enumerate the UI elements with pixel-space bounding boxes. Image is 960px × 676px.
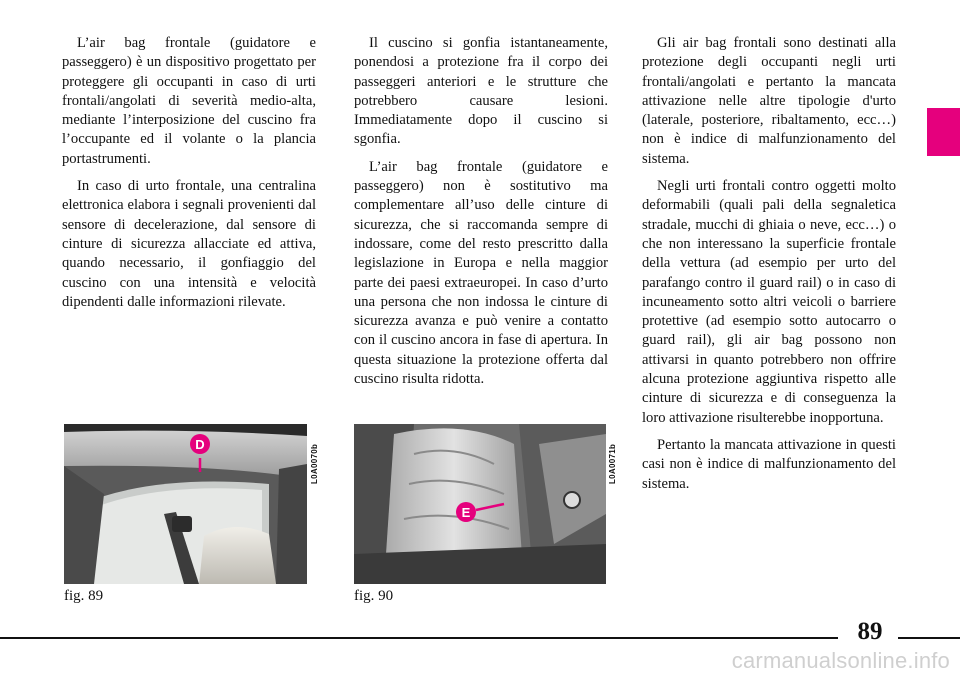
text-column-2 — [354, 34, 608, 397]
text-column-1 — [62, 34, 316, 320]
text-column-3 — [642, 34, 896, 502]
paragraph: L’air bag frontale (guidatore e passeggero) non è sostitutivo ma complementare all’uso delle cinture di sicurezza, che si raccomanda sempre di indossare, come del resto prescritto dalla legislazione in Europa e nella maggior parte dei paesi extraeuropei. In caso d’urto una persona che non indossa le cinture di sicurezza avanza e può venire a contatto con il cuscino ancora in fase di apertura. In questa situazione la protezione offerta dal cuscino risulta ridotta. — [354, 158, 608, 388]
paragraph: In caso di urto frontale, una centralina elettronica elabora i segnali provenienti dal sensore di decelerazione, dal sensore di cinture di sicurezza allacciate ed attiva, quando necessario, il gonfiaggio del cuscino con una intensità e velocità dipendenti dalle informazioni rilevate. — [62, 178, 316, 310]
figure-89-photo — [64, 424, 307, 584]
paragraph: Gli air bag frontali sono destinati alla protezione degli occupanti negli urti frontali/angolati e pertanto la mancata attivazione nelle altre tipologie d'urto (laterale, posteriore, ribaltamento, ecc…) non è indice di malfunzionamento del sistema. — [642, 35, 896, 167]
marker-d-label: D — [195, 437, 205, 452]
footer-rule — [898, 637, 960, 639]
paragraph: L’air bag frontale (guidatore e passeggero) è un dispositivo progettato per proteggere gli occupanti in caso di urti frontali/angolati di severità medio-alta, mediante l’interposizione del cuscino fra l’occupante ed il volante o la plancia portastrumenti. — [62, 35, 316, 167]
car-seat-photo — [354, 424, 606, 584]
figure-89-caption: fig. 89 — [64, 588, 104, 604]
paragraph: Pertanto la mancata attivazione in questi casi non è indice di malfunzionamento del sistema. — [642, 436, 896, 492]
car-roof-photo — [64, 424, 307, 584]
figure-90-photo — [354, 424, 606, 584]
watermark-text: carmanualsonline.info — [731, 648, 950, 673]
figure-89-code: L0A0070b — [310, 443, 319, 484]
figure-90-caption: fig. 90 — [354, 588, 394, 604]
marker-e-label: E — [461, 505, 471, 520]
paragraph: Il cuscino si gonfia istantaneamente, ponendosi a protezione fra il corpo dei passeggeri anteriori e le strutture che potrebbero causare lesioni. Immediatamente dopo il cuscino si sgonfia. — [354, 35, 608, 148]
paragraph: Negli urti frontali contro oggetti molto deformabili (quali pali della segnaletica stradale, mucchi di ghiaia o neve, ecc…) o che non interessano la superficie frontale della vettura (ad esempio per urto del parafango contro il guard rail) o in caso di incuneamento sotto altri veicoli o barriere protettive (ad esempio sotto autocarro o guard rail), gli air bag possono non attivarsi in quanto potrebbero non offrire alcuna protezione aggiuntiva rispetto alle cinture di sicurezza e di conseguenza la loro attivazione risulterebbe inopportuna. — [642, 178, 896, 426]
footer-rule — [0, 637, 838, 639]
page-number: 89 — [857, 618, 883, 645]
figure-90-code: L0A0071b — [608, 443, 617, 484]
section-tab-marker — [927, 108, 960, 156]
